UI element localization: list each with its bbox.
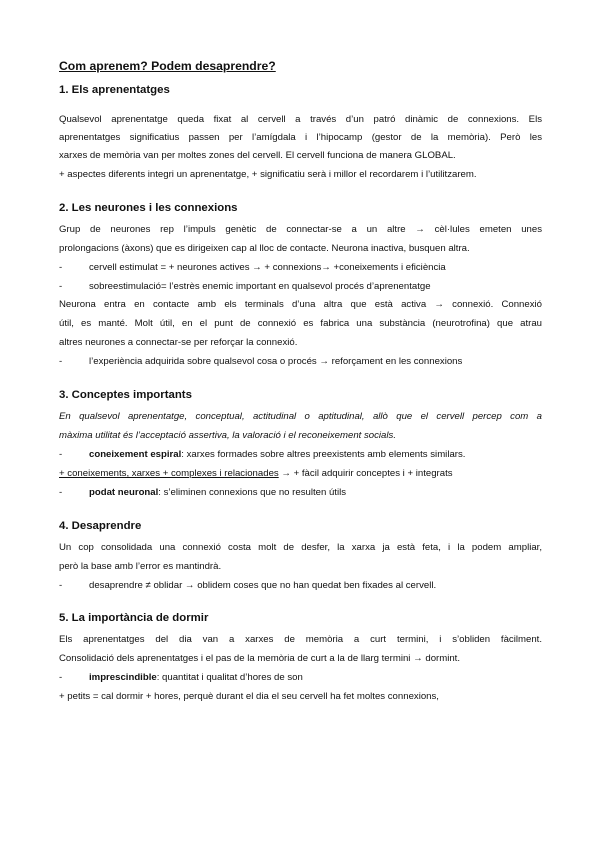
section-3-line-2: màxima utilitat és l’acceptació assertiva, la valoració i el reconeixement socials. (59, 430, 396, 441)
bullet-dash: - (59, 449, 63, 460)
list-item-text: cervell estimulat = + neurones actives → + connexions→ +coneixements i eficiència (89, 262, 446, 273)
list-item-text: l’experiència adquirida sobre qualsevol cosa o procés → reforçament en les connexions (89, 356, 463, 367)
section-1-line-3: xarxes de memòria van per moltes zones del cervell. El cervell funciona de manera GLOBAL. (59, 150, 456, 161)
list-item-text: : quantitat i qualitat d’hores de son (156, 672, 303, 683)
list-item (59, 446, 466, 464)
underlined-phrase: + coneixements, xarxes + complexes i relacionades (59, 468, 279, 479)
bullet-dash: - (59, 281, 63, 292)
bullet-dash: - (59, 356, 63, 367)
list-item (59, 484, 347, 502)
section-1-line-2: aprenentatges significatius passen per l’amígdala i l’hipocamp (gestor de la memòria). Però les (59, 132, 542, 143)
list-item-text: : xarxes formades sobre altres preexistents amb elements similars. (181, 449, 466, 460)
list-item (59, 577, 437, 595)
section-5-heading: 5. La importància de dormir (59, 612, 209, 624)
list-item (59, 278, 431, 296)
section-3-heading: 3. Conceptes importants (59, 389, 192, 401)
section-4-line-2: però la base amb l’error es mantindrà. (59, 561, 222, 572)
list-item-text: sobreestimulació= l’estrès enemic important en qualsevol procés d’aprenentatge (89, 281, 431, 292)
bullet-dash: - (59, 672, 63, 683)
section-2-line-2: prolongacions (àxons) que es dirigeixen cap al lloc de contacte. Neurona inactiva, busquen altra. (59, 243, 470, 254)
term-coneixement-espiral: coneixement espiral (89, 449, 182, 460)
section-5-line-1: Els aprenentatges del dia van a xarxes de memòria a curt termini, i s’obliden fàcilment. (59, 634, 542, 645)
term-podat-neuronal: podat neuronal (89, 487, 159, 498)
bullet-dash: - (59, 262, 63, 273)
list-item (59, 353, 463, 371)
bullet-dash: - (59, 580, 63, 591)
list-item-text: desaprendre ≠ oblidar → oblidem coses que no han quedat ben fixades al cervell. (89, 580, 437, 591)
bullet-dash: - (59, 487, 63, 498)
term-imprescindible: imprescindible (89, 672, 157, 683)
section-1-line-1: Qualsevol aprenentatge queda fixat al cervell a través d’un patró dinàmic de connexions. Els (59, 114, 542, 125)
list-item-text: : s’eliminen connexions que no resulten útils (158, 487, 347, 498)
list-item (59, 259, 446, 277)
section-2-line-5: altres neurones a connectar-se per reforçar la connexió. (59, 337, 298, 348)
section-1-line-4: + aspectes diferents integri un aprenentatge, + significatiu serà i millor el recordarem i l’utilitzarem. (59, 169, 477, 180)
document-title: Com aprenem? Podem desaprendre? (59, 59, 276, 73)
section-2-line-3: Neurona entra en contacte amb els terminals d’una altra que està activa → connexió. Connexió (59, 299, 542, 310)
section-4-line-1: Un cop consolidada una connexió costa molt de desfer, la xarxa ja està feta, i la podem ampliar, (59, 542, 542, 553)
section-5-line-3: + petits = cal dormir + hores, perquè durant el dia el seu cervell ha fet moltes connexions, (59, 691, 439, 702)
list-item (59, 669, 303, 687)
section-4-heading: 4. Desaprendre (59, 520, 142, 532)
line-rest: → + fàcil adquirir conceptes i + integrats (278, 468, 453, 479)
section-3-line-1: En qualsevol aprenentatge, conceptual, actitudinal o aptitudinal, allò que el cervell percep com a (59, 411, 542, 422)
section-1-heading: 1. Els aprenentatges (59, 84, 170, 96)
section-3-line-3 (59, 465, 542, 483)
section-2-line-4: útil, es manté. Molt útil, en el punt de connexió es fabrica una substància (neurotrofina) que atrau (59, 318, 542, 329)
section-5-line-2: Consolidació dels aprenentatges i el pas de la memòria de curt a la de llarg termini → dormint. (59, 653, 461, 664)
section-2-line-1: Grup de neurones rep l’impuls genètic de connectar-se a un altre → cèl·lules emeten unes (59, 224, 542, 235)
section-2-heading: 2. Les neurones i les connexions (59, 202, 238, 214)
